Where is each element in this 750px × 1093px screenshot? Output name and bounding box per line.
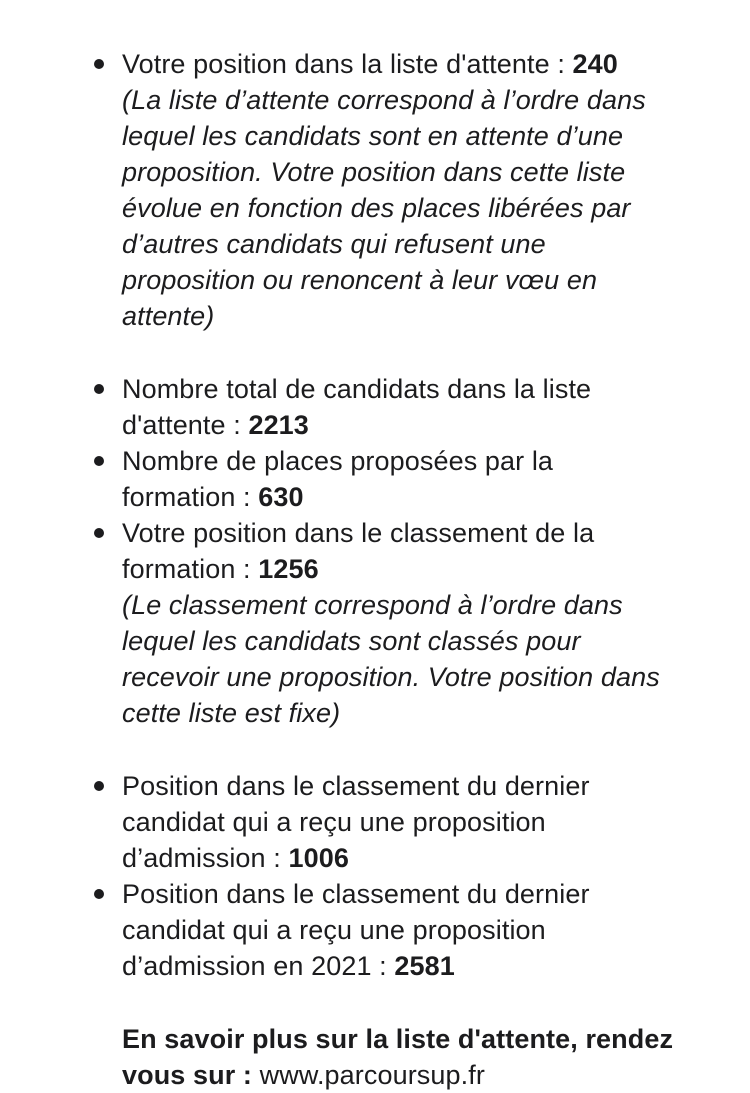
list-item-last-candidate-2021 — [122, 876, 720, 984]
stat-value: 2581 — [394, 951, 455, 981]
text-line: Votre position dans le classement de la — [122, 518, 595, 548]
text-line: lequel les candidats sont en attente d’une — [122, 121, 624, 151]
list-item-total-candidates — [122, 371, 720, 443]
text-line — [122, 1057, 720, 1093]
text-line: Nombre de places proposées par la — [122, 446, 554, 476]
stat-label: d'attente : — [122, 410, 249, 440]
stat-value: 1006 — [288, 843, 349, 873]
text-line — [122, 948, 720, 984]
explanatory-note — [122, 82, 720, 334]
learn-more-label: vous sur : — [122, 1060, 260, 1090]
text-line: lequel les candidats sont classés pour — [122, 626, 581, 656]
bullet-icon — [94, 781, 104, 791]
list-item-waiting-position — [122, 46, 720, 334]
bullet-icon — [94, 528, 104, 538]
text-line: d’autres candidats qui refusent une — [122, 229, 546, 259]
explanatory-note — [122, 587, 720, 731]
stat-label: d’admission : — [122, 843, 289, 873]
vertical-gap — [122, 984, 720, 1021]
text-line: Nombre total de candidats dans la liste — [122, 374, 592, 404]
list-item-ranking-position — [122, 515, 720, 731]
text-line: Position dans le classement du dernier — [122, 771, 590, 801]
text-line: cette liste est fixe) — [122, 698, 341, 728]
list-item-last-candidate — [122, 768, 720, 876]
text-line: (La liste d’attente correspond à l’ordre dans — [122, 85, 646, 115]
text-line: En savoir plus sur la liste d'attente, rendez — [122, 1024, 674, 1054]
text-line: Position dans le classement du dernier — [122, 879, 590, 909]
vertical-gap — [122, 731, 720, 768]
text-line — [122, 840, 720, 876]
stat-value: 1256 — [258, 554, 319, 584]
learn-more-note — [122, 1021, 720, 1093]
stat-value: 240 — [572, 49, 618, 79]
text-line — [122, 407, 720, 443]
text-line — [122, 551, 720, 587]
list-item-places-offered — [122, 443, 720, 515]
text-line: candidat qui a reçu une proposition — [122, 807, 546, 837]
vertical-gap — [122, 334, 720, 371]
stat-label: formation : — [122, 554, 259, 584]
text-line: évolue en fonction des places libérées par — [122, 193, 631, 223]
bullet-icon — [94, 456, 104, 466]
bullet-icon — [94, 889, 104, 899]
text-line: candidat qui a reçu une proposition — [122, 915, 546, 945]
stat-label: Votre position dans la liste d'attente : — [122, 49, 573, 79]
text-line: attente) — [122, 301, 215, 331]
text-line: recevoir une proposition. Votre position dans — [122, 662, 660, 692]
text-line — [122, 46, 720, 82]
text-line — [122, 479, 720, 515]
stat-value: 2213 — [248, 410, 309, 440]
text-line: proposition. Votre position dans cette liste — [122, 157, 626, 187]
bullet-icon — [94, 59, 104, 69]
bullet-icon — [94, 384, 104, 394]
parcoursup-url: www.parcoursup.fr — [259, 1060, 485, 1090]
stat-label: d’admission en 2021 : — [122, 951, 395, 981]
stat-label: formation : — [122, 482, 259, 512]
stat-value: 630 — [258, 482, 304, 512]
text-line: (Le classement correspond à l’ordre dans — [122, 590, 623, 620]
text-line: proposition ou renoncent à leur vœu en — [122, 265, 598, 295]
